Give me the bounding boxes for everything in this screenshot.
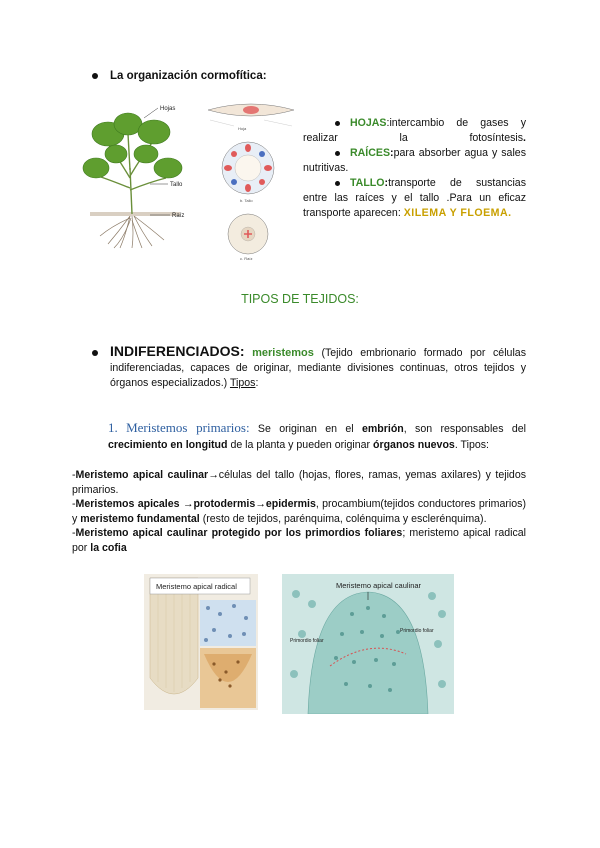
organ-text-raices: para absorber agua y sales nutritivas.	[303, 147, 526, 174]
micro-right-label-b: Primordio foliar	[400, 628, 434, 634]
organ-name-raices: RAÍCES	[350, 147, 391, 159]
section-number: 1.	[108, 420, 118, 435]
bullet-dot	[335, 151, 340, 156]
micro-right-label-a: Primordio foliar	[290, 638, 324, 644]
meristem-types-list	[72, 468, 526, 555]
bullet-dot	[335, 121, 340, 126]
organ-name-hojas: HOJAS	[350, 117, 387, 129]
meristemos-term: meristemos	[252, 347, 314, 359]
embrion-term: embrión	[361, 423, 404, 435]
bullet-dot	[335, 181, 340, 186]
type-item-apicales: -Meristemos apicales →protodermis→epidermis, procambium(tejidos conductores primarios) y meristemo fundamental (resto de tejidos, parénquima, colénquima y esclerénquima).	[72, 498, 526, 525]
micro-right-caption: Meristemo apical caulinar	[336, 581, 422, 590]
type-item-protegido: -Meristemo apical caulinar protegido por los primordios foliares; meristemo apical radical por la cofia	[72, 527, 526, 554]
indifferentiated-description: (Tejido embrionario formado por células indiferenciadas, capaces de originar, mediante divisiones continuas, otros tejidos y órganos especializados.)	[110, 347, 526, 389]
label-raiz: Raíz	[172, 213, 185, 219]
organ-item-hojas: HOJAS:intercambio de gases y realizar la fotosíntesis.	[303, 117, 526, 144]
organ-item-raices: RAÍCES:para absorber agua y sales nutritivas.	[303, 147, 526, 174]
micro-left-caption: Meristemo apical radical	[156, 582, 237, 591]
bullet-dot	[92, 73, 98, 79]
intro-bullet	[92, 70, 267, 82]
label-hojas: Hojas	[160, 106, 176, 112]
indifferentiated-paragraph: INDIFERENCIADOS: meristemos (Tejido embrionario formado por células indiferenciadas, capaces de originar, mediante divisiones continuas, otros tejidos y órganos especializados.) Tipos:	[92, 344, 526, 391]
organ-text-hojas: intercambio de gases y realizar la fotosíntesis	[303, 117, 526, 144]
organ-name-tallo: TALLO	[350, 177, 385, 189]
cross-section-diagrams	[204, 96, 298, 262]
organ-list	[303, 116, 526, 221]
svg-text:Hoja: Hoja	[238, 126, 247, 131]
longitud-term: crecimiento en longitud	[108, 439, 228, 451]
primary-meristems-title: Meristemos primarios:	[126, 420, 250, 435]
svg-text:b. Tallo: b. Tallo	[240, 198, 253, 203]
indifferentiated-heading: INDIFERENCIADOS:	[110, 343, 245, 359]
organ-item-tallo: TALLO:transporte de sustancias entre las raíces y el tallo .Para un eficaz transporte aparecen: XILEMA Y FLOEMA.	[303, 177, 526, 219]
xylem-phloem-highlight: XILEMA Y FLOEMA.	[403, 207, 512, 219]
root-meristem-micrograph	[144, 574, 258, 710]
organos-term: órganos nuevos	[372, 439, 455, 451]
organ-text-tallo: transporte de sustancias entre las raíces y el tallo .Para un eficaz transporte aparecen:	[303, 177, 526, 219]
section-title: TIPOS DE TEJIDOS:	[241, 292, 359, 306]
primary-meristems-paragraph: 1. Meristemos primarios: Se originan en el embrión, son responsables del crecimiento en longitud de la planta y pueden originar órganos nuevos. Tipos:	[108, 420, 526, 451]
plant-figure	[80, 98, 190, 250]
stem-meristem-micrograph	[282, 574, 454, 714]
label-tallo: Tallo	[170, 182, 183, 188]
svg-text:c. Raíz: c. Raíz	[240, 256, 253, 261]
types-link: Tipos	[229, 377, 256, 389]
intro-heading: La organización cormofítica:	[110, 70, 267, 82]
type-item-apical-caulinar: -Meristemo apical caulinar→células del tallo (hojas, flores, ramas, yemas axilares) y tejidos primarios.	[72, 469, 527, 496]
bullet-dot	[92, 350, 98, 356]
